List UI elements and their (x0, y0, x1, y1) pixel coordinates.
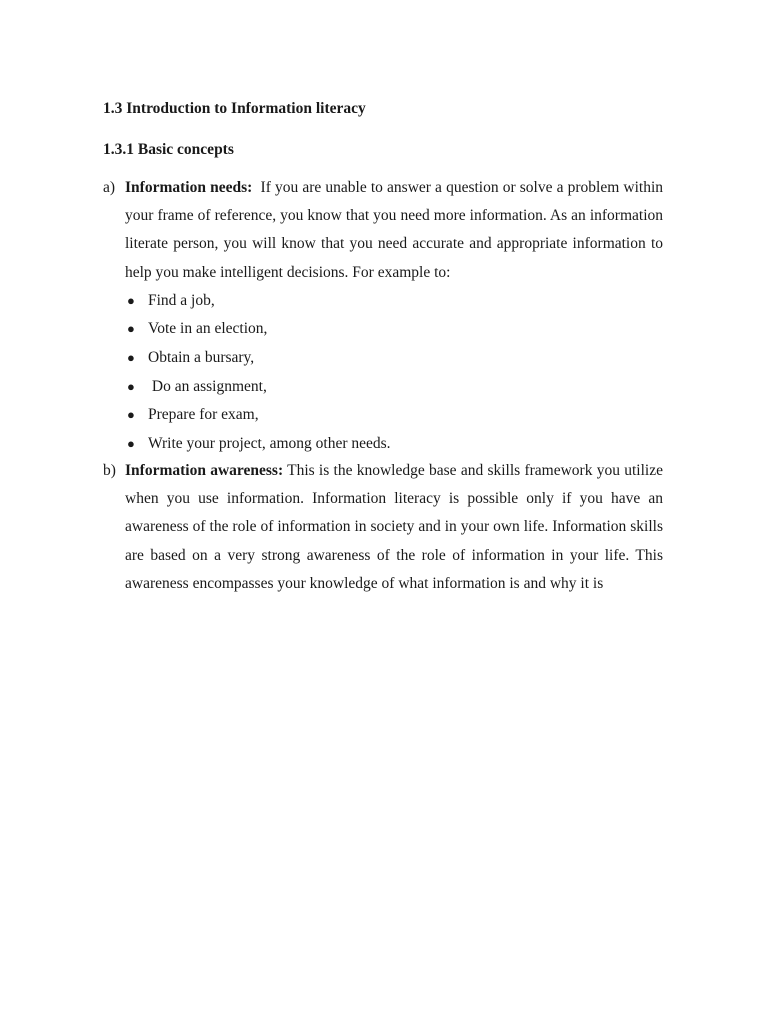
bullet-icon: ● (127, 407, 135, 423)
bullet-item: ● Prepare for exam, (125, 401, 663, 430)
paragraph (125, 174, 663, 287)
paragraph-text: If you are unable to answer a question or solve a problem within your frame of reference, you know that you need more information. As an information literate person, you will know that you need accurate and appropriate information to help you make intelligent decisions. For example to: (125, 179, 663, 281)
list-item-information-awareness (103, 457, 663, 598)
bullet-item: ● Vote in an election, (125, 315, 663, 344)
bullet-item: ● Write your project, among other needs. (125, 430, 663, 459)
paragraph (125, 457, 663, 598)
bullet-icon: ● (127, 435, 135, 451)
subsection-title: 1.3.1 Basic concepts (103, 141, 234, 158)
bullet-icon: ● (127, 292, 135, 308)
list-marker: a) (103, 179, 116, 196)
section-title: 1.3 Introduction to Information literacy (103, 100, 366, 117)
bullet-icon: ● (127, 378, 135, 394)
bullet-icon: ● (127, 350, 135, 365)
paragraph-text: This is the knowledge base and skills framework you utilize when you use information. Information literacy is possible only if you have an awareness of the role of information in society and in your own life. Information skills are based on a very strong awareness of the role of information in your life. This awareness encompasses your knowledge of what information is and why it is (125, 462, 663, 592)
list-marker: b) (103, 462, 116, 479)
list-item-information-needs (103, 174, 663, 458)
bullet-list (125, 287, 663, 459)
term-label: Information awareness: (125, 462, 284, 479)
bullet-icon: ● (127, 321, 135, 337)
bullet-item: ● Find a job, (125, 287, 663, 316)
bullet-item: ● Obtain a bursary, (125, 344, 663, 373)
term-label: Information needs: (125, 179, 253, 196)
bullet-item: ● Do an assignment, (125, 373, 663, 402)
